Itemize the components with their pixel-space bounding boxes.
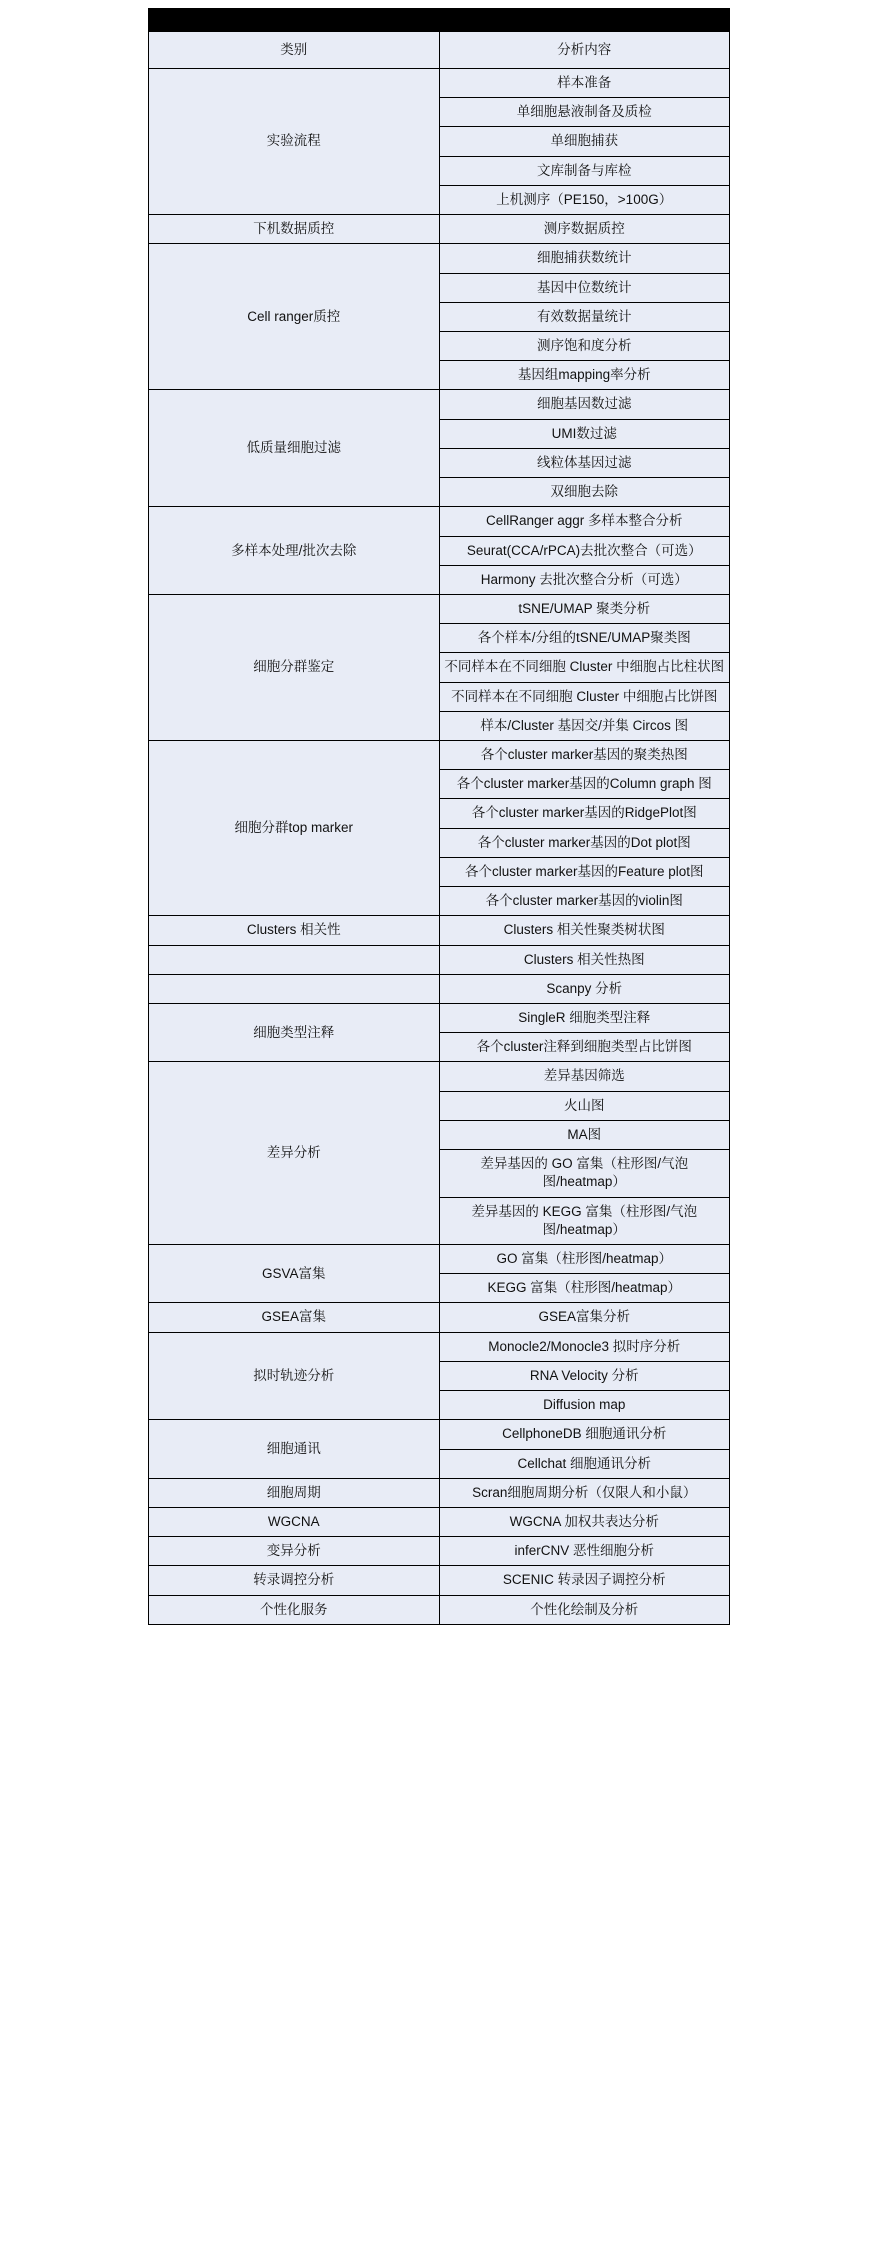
table-row <box>149 244 730 273</box>
category-cell: 细胞分群top marker <box>149 741 440 916</box>
content-cell: Seurat(CCA/rPCA)去批次整合（可选） <box>439 536 730 565</box>
content-cell: 文库制备与库检 <box>439 156 730 185</box>
content-cell: CellphoneDB 细胞通讯分析 <box>439 1420 730 1449</box>
content-cell: 差异基因的 GO 富集（柱形图/气泡图/heatmap） <box>439 1150 730 1197</box>
category-cell: 拟时轨迹分析 <box>149 1332 440 1420</box>
table-row <box>149 1062 730 1091</box>
content-cell: inferCNV 恶性细胞分析 <box>439 1537 730 1566</box>
content-cell: Scanpy 分析 <box>439 974 730 1003</box>
content-cell: UMI数过滤 <box>439 419 730 448</box>
content-cell: SingleR 细胞类型注释 <box>439 1004 730 1033</box>
content-cell: 测序饱和度分析 <box>439 331 730 360</box>
category-cell: 转录调控分析 <box>149 1566 440 1595</box>
category-cell: GSVA富集 <box>149 1244 440 1302</box>
content-cell: 细胞捕获数统计 <box>439 244 730 273</box>
table-header-row <box>149 32 730 69</box>
category-cell: Cell ranger质控 <box>149 244 440 390</box>
content-cell: 单细胞悬液制备及质检 <box>439 98 730 127</box>
content-cell: 个性化绘制及分析 <box>439 1595 730 1624</box>
content-cell: 单细胞捕获 <box>439 127 730 156</box>
content-cell: 各个cluster marker基因的violin图 <box>439 887 730 916</box>
table-row <box>149 1420 730 1449</box>
category-cell: 个性化服务 <box>149 1595 440 1624</box>
table-row <box>149 1004 730 1033</box>
content-cell: Scran细胞周期分析（仅限人和小鼠） <box>439 1478 730 1507</box>
content-cell: 各个cluster marker基因的Feature plot图 <box>439 857 730 886</box>
category-cell: 差异分析 <box>149 1062 440 1245</box>
content-cell: 差异基因筛选 <box>439 1062 730 1091</box>
table-row <box>149 916 730 945</box>
table-row <box>149 1478 730 1507</box>
content-cell: 双细胞去除 <box>439 478 730 507</box>
table-row <box>149 1332 730 1361</box>
content-cell: 样本/Cluster 基因交/并集 Circos 图 <box>439 711 730 740</box>
table-row <box>149 69 730 98</box>
category-cell: GSEA富集 <box>149 1303 440 1332</box>
table-row <box>149 1595 730 1624</box>
content-cell: Monocle2/Monocle3 拟时序分析 <box>439 1332 730 1361</box>
content-cell: 各个cluster marker基因的Dot plot图 <box>439 828 730 857</box>
content-cell: 细胞基因数过滤 <box>439 390 730 419</box>
content-cell: CellRanger aggr 多样本整合分析 <box>439 507 730 536</box>
content-cell: Cellchat 细胞通讯分析 <box>439 1449 730 1478</box>
content-cell: GO 富集（柱形图/heatmap） <box>439 1244 730 1273</box>
content-cell: 各个cluster marker基因的RidgePlot图 <box>439 799 730 828</box>
category-cell: 细胞通讯 <box>149 1420 440 1478</box>
table-row <box>149 945 730 974</box>
category-cell: 多样本处理/批次去除 <box>149 507 440 595</box>
content-cell: 上机测序（PE150，>100G） <box>439 185 730 214</box>
category-cell: WGCNA <box>149 1507 440 1536</box>
content-cell: Harmony 去批次整合分析（可选） <box>439 565 730 594</box>
content-cell: 不同样本在不同细胞 Cluster 中细胞占比饼图 <box>439 682 730 711</box>
table-row <box>149 1566 730 1595</box>
content-cell: 各个样本/分组的tSNE/UMAP聚类图 <box>439 624 730 653</box>
content-cell: 测序数据质控 <box>439 215 730 244</box>
category-cell: 细胞周期 <box>149 1478 440 1507</box>
category-cell: 实验流程 <box>149 69 440 215</box>
content-cell: Clusters 相关性热图 <box>439 945 730 974</box>
content-cell: 差异基因的 KEGG 富集（柱形图/气泡图/heatmap） <box>439 1197 730 1244</box>
table-row <box>149 507 730 536</box>
column-header-content: 分析内容 <box>439 32 730 69</box>
category-cell: 变异分析 <box>149 1537 440 1566</box>
table-top-bar-row <box>149 9 730 32</box>
content-cell: 不同样本在不同细胞 Cluster 中细胞占比柱状图 <box>439 653 730 682</box>
content-cell: KEGG 富集（柱形图/heatmap） <box>439 1274 730 1303</box>
content-cell: 基因中位数统计 <box>439 273 730 302</box>
column-header-category: 类别 <box>149 32 440 69</box>
table-top-bar <box>149 9 730 32</box>
category-cell <box>149 945 440 974</box>
content-cell: MA图 <box>439 1120 730 1149</box>
analysis-content-table <box>148 8 730 1625</box>
table-row <box>149 1303 730 1332</box>
content-cell: RNA Velocity 分析 <box>439 1361 730 1390</box>
table-row <box>149 1244 730 1273</box>
content-cell: 各个cluster marker基因的Column graph 图 <box>439 770 730 799</box>
content-cell: WGCNA 加权共表达分析 <box>439 1507 730 1536</box>
category-cell: Clusters 相关性 <box>149 916 440 945</box>
table-body <box>149 9 730 1625</box>
category-cell <box>149 974 440 1003</box>
table-row <box>149 1507 730 1536</box>
table-row <box>149 974 730 1003</box>
content-cell: 火山图 <box>439 1091 730 1120</box>
category-cell: 细胞分群鉴定 <box>149 594 440 740</box>
category-cell: 细胞类型注释 <box>149 1004 440 1062</box>
content-cell: SCENIC 转录因子调控分析 <box>439 1566 730 1595</box>
content-cell: 样本准备 <box>439 69 730 98</box>
table-row <box>149 215 730 244</box>
table-row <box>149 741 730 770</box>
content-cell: Clusters 相关性聚类树状图 <box>439 916 730 945</box>
content-cell: Diffusion map <box>439 1391 730 1420</box>
content-cell: 各个cluster marker基因的聚类热图 <box>439 741 730 770</box>
table-row <box>149 594 730 623</box>
category-cell: 低质量细胞过滤 <box>149 390 440 507</box>
content-cell: 线粒体基因过滤 <box>439 448 730 477</box>
content-cell: 基因组mapping率分析 <box>439 361 730 390</box>
content-cell: tSNE/UMAP 聚类分析 <box>439 594 730 623</box>
content-cell: GSEA富集分析 <box>439 1303 730 1332</box>
content-cell: 各个cluster注释到细胞类型占比饼图 <box>439 1033 730 1062</box>
category-cell: 下机数据质控 <box>149 215 440 244</box>
table-row <box>149 1537 730 1566</box>
table-row <box>149 390 730 419</box>
content-cell: 有效数据量统计 <box>439 302 730 331</box>
